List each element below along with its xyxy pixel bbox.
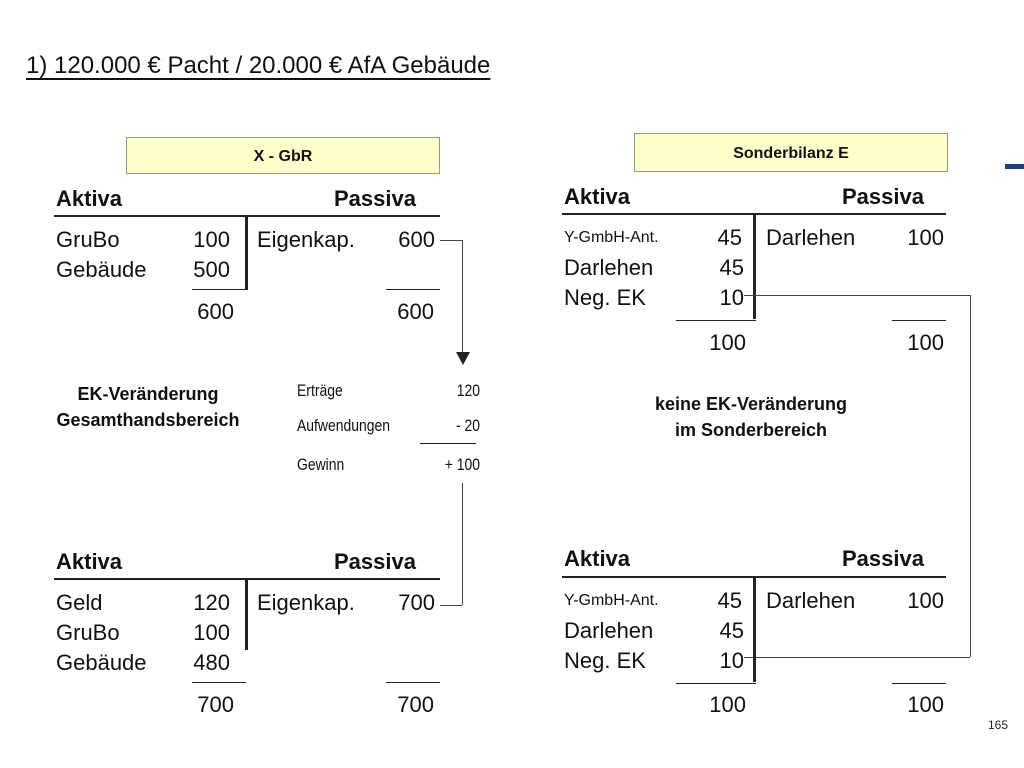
liability-name: Eigenkap. <box>257 590 355 615</box>
sum-line <box>892 320 946 321</box>
connector-line <box>462 240 463 354</box>
asset-value: 120 <box>193 590 230 615</box>
asset-name: GruBo <box>56 620 120 645</box>
asset-name: Gebäude <box>56 257 147 282</box>
total-assets: 100 <box>709 330 746 355</box>
aktiva-heading: Aktiva <box>56 549 123 574</box>
total-liabilities: 100 <box>907 330 944 355</box>
slide-accent-bar <box>1005 164 1024 169</box>
asset-name: Y-GmbH-Ant. <box>564 229 659 246</box>
aktiva-heading: Aktiva <box>56 186 123 211</box>
page-title: 1) 120.000 € Pacht / 20.000 € AfA Gebäude <box>26 52 491 79</box>
connector-line <box>440 605 462 606</box>
t-account-divider <box>753 213 756 319</box>
ertraege-label: Erträge <box>297 381 343 400</box>
connector-line <box>970 295 971 657</box>
asset-value: 45 <box>717 225 742 250</box>
asset-name: Neg. EK <box>564 285 646 310</box>
asset-value: 45 <box>719 255 744 280</box>
t-account-divider <box>753 576 756 682</box>
t-account-divider <box>245 578 248 650</box>
asset-value: 10 <box>719 285 744 310</box>
asset-name: Geld <box>56 590 103 615</box>
liability-name: Eigenkap. <box>257 227 355 252</box>
asset-name: Darlehen <box>564 618 654 643</box>
total-assets: 700 <box>197 692 234 717</box>
sum-line <box>420 443 476 444</box>
asset-name: Neg. EK <box>564 648 646 673</box>
no-ek-change-line2: im Sonderbereich <box>674 420 828 440</box>
passiva-heading: Passiva <box>334 549 416 574</box>
connector-line <box>744 295 970 296</box>
passiva-heading: Passiva <box>842 184 924 209</box>
no-ek-change-label <box>620 391 882 443</box>
liability-value: 100 <box>907 225 944 250</box>
connector-line <box>440 240 462 241</box>
ek-change-line1: EK-Veränderung <box>77 384 219 404</box>
sum-line <box>192 289 246 290</box>
aktiva-heading: Aktiva <box>564 546 631 571</box>
liability-value: 100 <box>907 588 944 613</box>
sum-line <box>676 683 756 684</box>
passiva-heading: Passiva <box>842 546 924 571</box>
asset-name: Darlehen <box>564 255 654 280</box>
connector-line <box>744 657 970 658</box>
total-assets: 600 <box>197 299 234 324</box>
liability-value: 700 <box>398 590 435 615</box>
asset-value: 100 <box>193 227 230 252</box>
asset-value: 45 <box>719 618 744 643</box>
asset-name: Y-GmbH-Ant. <box>564 592 659 609</box>
ek-change-line2: Gesamthandsbereich <box>56 410 240 430</box>
ek-change-label <box>30 381 266 433</box>
total-liabilities: 100 <box>907 692 944 717</box>
asset-value: 500 <box>193 257 230 282</box>
liability-name: Darlehen <box>766 225 856 250</box>
page-number: 165 <box>988 718 1009 732</box>
liability-name: Darlehen <box>766 588 856 613</box>
asset-value: 10 <box>719 648 744 673</box>
aufwendungen-label: Aufwendungen <box>297 416 391 435</box>
ertraege-value: 120 <box>456 381 480 400</box>
header-x-gbr: X - GbR <box>126 137 440 174</box>
aktiva-heading: Aktiva <box>564 184 631 209</box>
liability-value: 600 <box>398 227 435 252</box>
asset-name: GruBo <box>56 227 120 252</box>
asset-value: 100 <box>193 620 230 645</box>
asset-name: Gebäude <box>56 650 147 675</box>
aufwendungen-value: - 20 <box>455 416 480 435</box>
sum-line <box>192 682 246 683</box>
sum-line <box>892 683 946 684</box>
t-account-divider <box>245 215 248 290</box>
sum-line <box>386 289 440 290</box>
passiva-heading: Passiva <box>334 186 416 211</box>
gewinn-label: Gewinn <box>297 455 345 474</box>
gewinn-value: + 100 <box>444 455 480 474</box>
total-assets: 100 <box>709 692 746 717</box>
connector-line <box>462 483 463 605</box>
asset-value: 480 <box>193 650 230 675</box>
arrow-down-icon <box>456 352 470 366</box>
no-ek-change-line1: keine EK-Veränderung <box>654 394 848 414</box>
sum-line <box>386 682 440 683</box>
total-liabilities: 600 <box>397 299 434 324</box>
asset-value: 45 <box>717 588 742 613</box>
sum-line <box>676 320 756 321</box>
total-liabilities: 700 <box>397 692 434 717</box>
header-sonderbilanz-e: Sonderbilanz E <box>634 133 948 172</box>
